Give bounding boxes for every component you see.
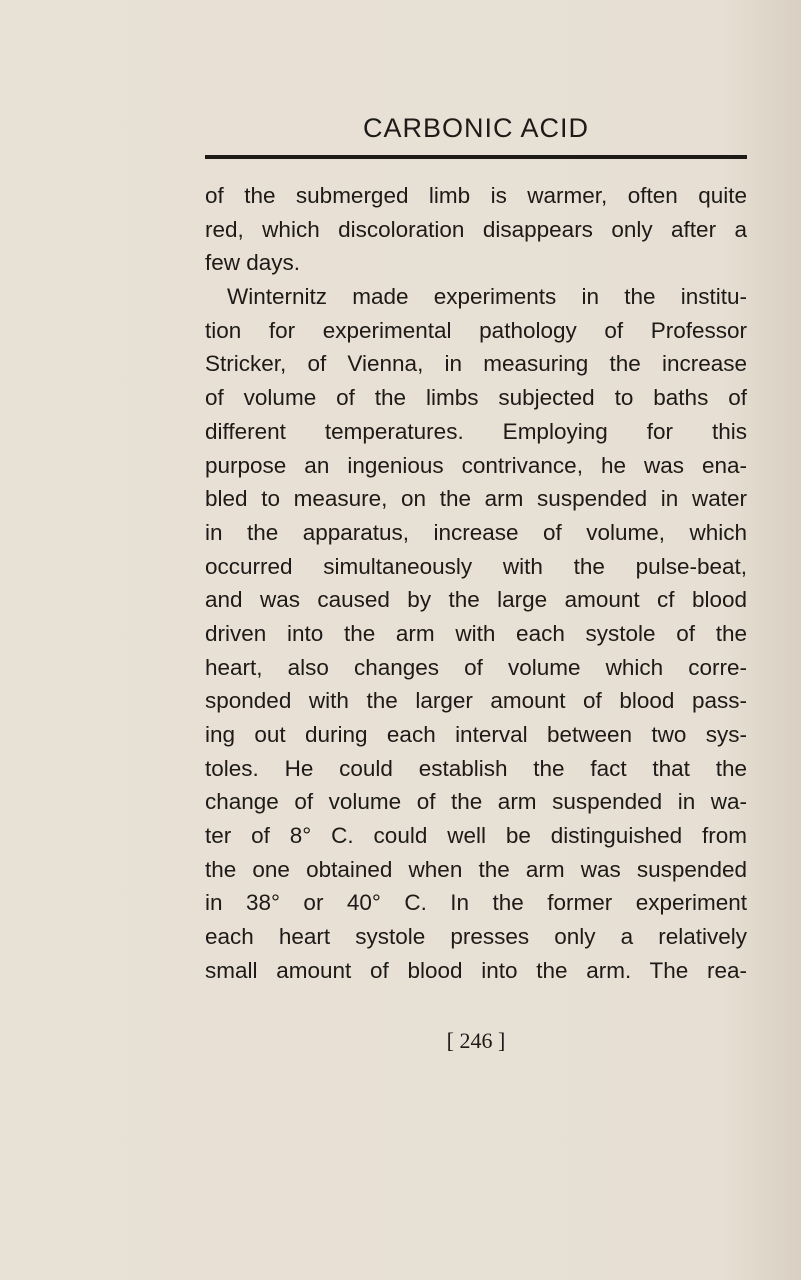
text-line: red, which discoloration disappears only after a (205, 216, 747, 242)
text-line: driven into the arm with each systole of the (205, 620, 747, 646)
text-line: tion for experimental pathology of Professor (205, 317, 747, 343)
text-line: of the submerged limb is warmer, often quite (205, 183, 747, 208)
text-line: ing out during each interval between two sys- (205, 722, 747, 747)
text-line: toles. He could establish the fact that the (205, 755, 747, 781)
body-text (205, 179, 747, 988)
page-number: [ 246 ] (446, 1028, 506, 1053)
header-rule (205, 155, 747, 159)
text-line: purpose an ingenious contrivance, he was ena- (205, 452, 747, 478)
text-line: sponded with the larger amount of blood pass- (205, 688, 747, 714)
text-line: heart, also changes of volume which corre- (205, 654, 747, 680)
text-line: Winternitz made experiments in the institu- (227, 284, 747, 310)
text-line: few days. (205, 250, 301, 276)
text-line: small amount of blood into the arm. The rea- (205, 957, 747, 983)
text-line: ter of 8° C. could well be distinguished from (205, 823, 747, 849)
text-line: in 38° or 40° C. In the former experiment (205, 890, 747, 916)
text-line: bled to measure, on the arm suspended in water (205, 486, 747, 512)
running-header: CARBONIC ACID (362, 113, 590, 143)
text-line: in the apparatus, increase of volume, which (205, 519, 747, 545)
text-line: of volume of the limbs subjected to baths of (205, 385, 747, 411)
text-line: change of volume of the arm suspended in wa- (205, 789, 747, 815)
text-line: the one obtained when the arm was suspended (205, 856, 747, 882)
text-line: occurred simultaneously with the pulse-beat, (205, 553, 747, 579)
text-line: different temperatures. Employing for this (205, 418, 747, 444)
text-line: each heart systole presses only a relatively (205, 924, 747, 950)
text-line: Stricker, of Vienna, in measuring the increase (205, 351, 747, 377)
text-line: and was caused by the large amount cf blood (205, 587, 747, 613)
